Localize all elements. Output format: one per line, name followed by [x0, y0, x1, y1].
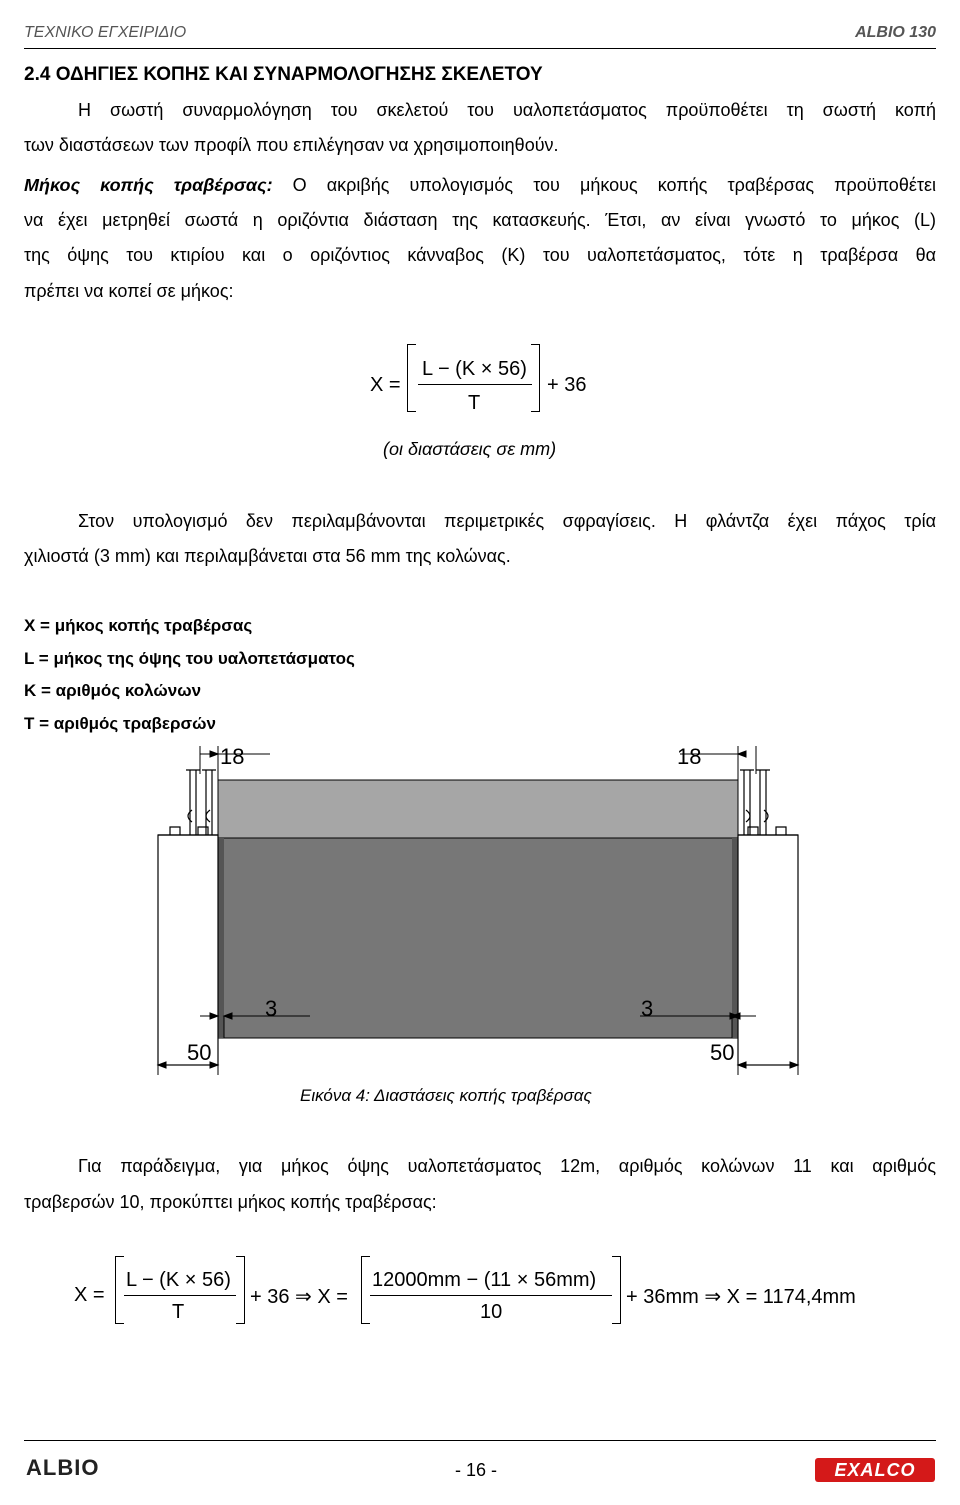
gasket-right — [732, 838, 738, 1038]
formula2-result: + 36mm ⇒ X = 1174,4mm — [626, 1286, 856, 1308]
para3-line1: Στον υπολογισμό δεν περιλαμβάνονται περιμετρικές σφραγίσεις. Η φλάντζα έχει πάχος τρία — [78, 511, 936, 531]
dim-bottom-lines — [158, 1038, 798, 1075]
formula1-numerator: L − (K × 56) — [422, 358, 527, 380]
formula2-fraction-bar-2 — [370, 1295, 612, 1296]
formula2-numerator-1: L − (K × 56) — [126, 1269, 231, 1291]
transom-top-block — [218, 780, 738, 838]
definition-t: T = αριθμός τραβερσών — [24, 714, 216, 733]
mullion-right — [738, 770, 798, 1065]
para2-lead: Μήκος κοπής τραβέρσας: — [24, 175, 273, 195]
header-left: ΤΕΧΝΙΚΟ ΕΓΧΕΙΡΙΔΙΟ — [24, 24, 187, 41]
header-right: ALBIO 130 — [855, 24, 936, 41]
para2-line4: πρέπει να κοπεί σε μήκος: — [24, 281, 234, 301]
albio-logo: ALBIO — [26, 1455, 100, 1480]
dim-label-bottom-left: 50 — [187, 1040, 212, 1065]
formula2-bracket-left-2 — [361, 1256, 370, 1324]
transom-body — [218, 838, 738, 1038]
formula1-lhs: X = — [370, 374, 401, 396]
dim-label-bottom-right: 50 — [710, 1040, 735, 1065]
formula2-bracket-right-1 — [236, 1256, 245, 1324]
formula2-denominator-2: 10 — [480, 1301, 503, 1323]
formula1-plus: + 36 — [547, 374, 587, 396]
gasket-left — [218, 838, 224, 1038]
para4-line1: Για παράδειγμα, για μήκος όψης υαλοπετάσματος 12m, αριθμός κολώνων 11 και αριθμός — [78, 1156, 936, 1176]
formula1-denominator: T — [468, 392, 481, 414]
definition-k: K = αριθμός κολώνων — [24, 681, 202, 700]
formula1-bracket-left — [407, 344, 416, 412]
para4-line2: τραβερσών 10, προκύπτει μήκος κοπής τραβέρσας: — [24, 1192, 437, 1212]
formula1-fraction-bar — [418, 384, 532, 385]
footer-rule — [24, 1440, 936, 1441]
definition-x: X = μήκος κοπής τραβέρσας — [24, 616, 253, 635]
mullion-right-body — [738, 835, 798, 1065]
formula2-numerator-2: 12000mm − (11 × 56mm) — [372, 1269, 597, 1291]
formula2-denominator-1: T — [172, 1301, 185, 1323]
dim-label-mid-left: 3 — [265, 996, 278, 1021]
formula2-bracket-left-1 — [115, 1256, 124, 1324]
definition-l: L = μήκος της όψης του υαλοπετάσματος — [24, 649, 355, 668]
formula2-fraction-bar-1 — [124, 1295, 236, 1296]
para2-line3: της όψης του κτιρίου και ο οριζόντιος κάνναβος (Κ) του υαλοπετάσματος, τότε η τραβέρσα θα — [24, 245, 936, 265]
mullion-left — [158, 770, 218, 1065]
page-number: - 16 - — [455, 1460, 498, 1480]
formula2-lhs1: X = — [74, 1284, 105, 1306]
cross-section-figure — [140, 740, 820, 1080]
para2-line2: να έχει μετρηθεί σωστά η οριζόντια διάσταση της κατασκευής. Έτσι, αν είναι γνωστό το μήκος (L) — [24, 210, 936, 230]
formula2-bracket-right-2 — [612, 1256, 621, 1324]
dim-label-mid-right: 3 — [641, 996, 654, 1021]
mullion-left-body — [158, 835, 218, 1065]
para2-line1-rest: Ο ακριβής υπολογισμός του μήκους κοπής τραβέρσας προϋποθέτει — [272, 175, 936, 195]
para2-line1 — [24, 176, 936, 194]
para1-line2: των διαστάσεων των προφίλ που επιλέγησαν να χρησιμοποιηθούν. — [24, 135, 559, 155]
formula1-units-note: (οι διαστάσεις σε mm) — [383, 439, 557, 459]
para1-line1: Η σωστή συναρμολόγηση του σκελετού του υαλοπετάσματος προϋποθέτει τη σωστή κοπή — [78, 100, 936, 120]
header-rule — [24, 48, 936, 49]
para3-line2: χιλιοστά (3 mm) και περιλαμβάνεται στα 56 mm της κολώνας. — [24, 546, 511, 566]
section-title: 2.4 ΟΔΗΓΙΕΣ ΚΟΠΗΣ ΚΑΙ ΣΥΝΑΡΜΟΛΟΓΗΣΗΣ ΣΚΕΛΕΤΟΥ — [24, 64, 543, 85]
exalco-logo-text: EXALCO — [834, 1459, 916, 1480]
figure-caption: Εικόνα 4: Διαστάσεις κοπής τραβέρσας — [300, 1086, 592, 1105]
formula2-plus-1: + 36 ⇒ X = — [250, 1286, 348, 1308]
dim-label-top-right: 18 — [677, 744, 702, 769]
exalco-logo — [815, 1458, 935, 1482]
dim-label-top-left: 18 — [220, 744, 245, 769]
formula1-bracket-right — [531, 344, 540, 412]
